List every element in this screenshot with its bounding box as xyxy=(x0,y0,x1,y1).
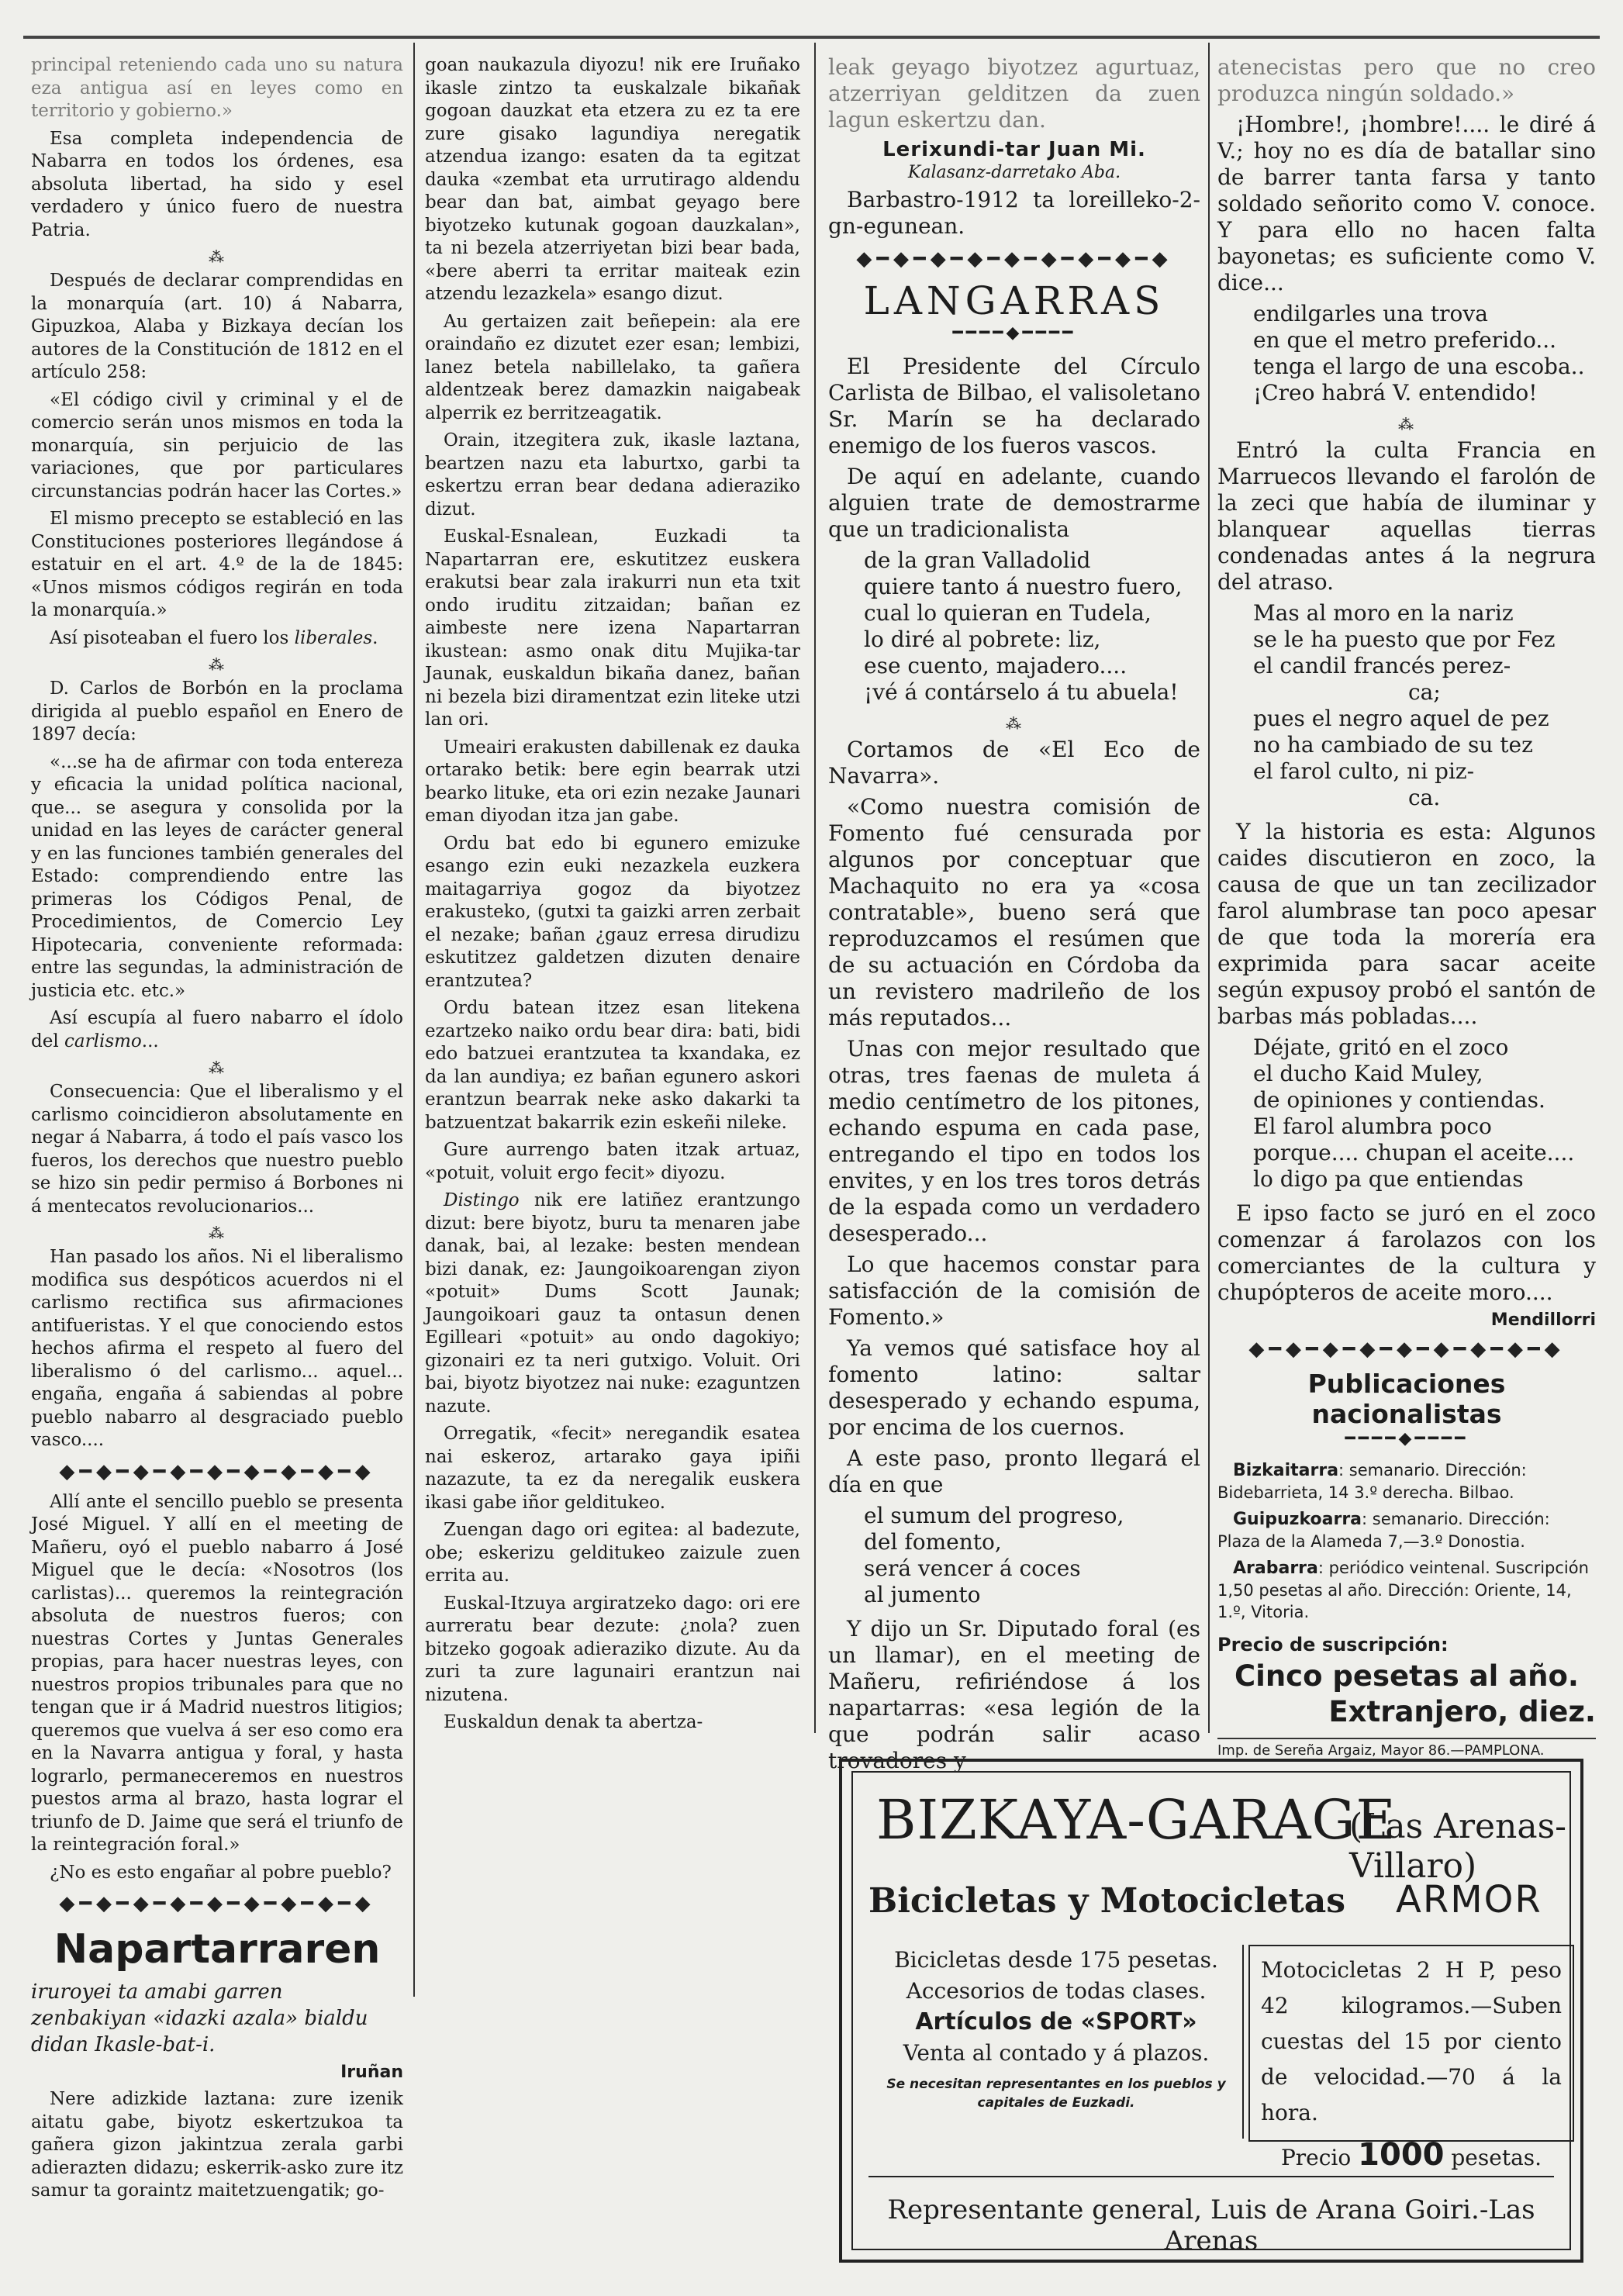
verse-line: quiere tanto á nuestro fuero, xyxy=(864,574,1183,599)
ornament-rule: ◆━◆━◆━◆━◆━◆━◆━◆━◆ xyxy=(59,1459,375,1483)
verse-line: lo diré al pobrete: liz, xyxy=(864,627,1101,652)
ad-accessories: Accesorios de todas clases. xyxy=(906,1978,1207,2004)
ad-price-value: 1000 xyxy=(1358,2137,1445,2173)
col1-para-6: D. Carlos de Borbón en la proclama dirigida al pueblo español en Enero de 1897 decía: xyxy=(31,678,403,744)
verse-line: el ducho Kaid Muley, xyxy=(1253,1061,1483,1086)
advertisement-bizkaya-garage xyxy=(839,1759,1583,2263)
publication-entry xyxy=(1217,1459,1596,1504)
col4-para-0: atenecistas pero que no creo produzca ningún soldado.» xyxy=(1217,54,1596,106)
ad-brand: ARMOR xyxy=(1396,1878,1542,1921)
verse-3 xyxy=(1217,1034,1596,1193)
col1-para-1: Esa completa independencia de Nabarra en todos los órdenes, esa absoluta libertad, ha sido y esel verdadero y único fuero de nuestra Patria. xyxy=(31,128,403,240)
col1-para-11: Allí ante el sencillo pueblo se presenta José Miguel. Y allí en el meeting de Mañeru, oyó el pueblo nabarro á José Miguel que le decía: «Nosotros (los carlistas)... queremos la reintegración absoluta de nuestros fueros; con nuestras Cortes y Juntas Generales propias, para hacer nuestras leyes, con nuestros propios tribunales para que no tengan que ir á Madrid nuestros litigios; queremos que vuelva á ser eso como era en la Navarra antigua y foral, y hasta lograrlo, permaneceremos en nuestros puestos arma al brazo, hasta lograr el triunfo de D. Jaime que será el triunfo de la reintegración foral.» xyxy=(31,1491,403,1855)
ad-divider xyxy=(1242,1945,1244,2139)
column-1 xyxy=(31,54,403,2287)
publication-details: : semanario. Dirección: Plaza de la Alameda 7,—3.º Donostia. xyxy=(1217,1510,1550,1551)
section-heading-langarras: LANGARRAS xyxy=(863,278,1165,323)
col2-para-3: Euskal-Esnalean, Euzkadi ta Napartarran ere, eskutitzez euskera erakutsi bear zala irakurri nun eta txit ondo iruditu zitzaidan; bañan ez aimbeste nere izena Napartarran ikustean: asmo onak ditu Mujika-tar Jaunak, euskaldun bikaña danez, bañan ni bezela bizi diramentzat ezin liteke utzi lan ori. xyxy=(425,527,800,730)
column-divider-3 xyxy=(1208,43,1210,1733)
ad-products: Bicicletas y Motocicletas xyxy=(868,1881,1346,1921)
col3-para-1: El Presidente del Círculo Carlista de Bilbao, el valisoletano Sr. Marín se ha declarado enemigo de los fueros vascos. xyxy=(828,354,1200,458)
verse-line: ¡Creo habrá V. entendido! xyxy=(1253,380,1538,406)
signature: Lerixundi-tar Juan Mi. xyxy=(882,138,1146,161)
col4-para-2: Entró la culta Francia en Marruecos llevando el farolón de la zeci que había de iluminar y blanquear aquellas tierras condenadas antes á la negrura del atraso. xyxy=(1217,437,1596,595)
ad-price-label: Precio xyxy=(1280,2145,1359,2170)
ad-price-unit: pesetas. xyxy=(1444,2145,1542,2170)
subscription-price-foreign: Extranjero, diez. xyxy=(1328,1695,1596,1728)
dateline: Barbastro-1912 ta loreilleko-2-gn-egunean. xyxy=(828,187,1200,239)
col2-para-1: Au gertaizen zait beñepein: ala ere oraindaño ez dizutet ezer esan; lembizi, lanez betela nabillelako, ta gañera aldentzeak berez damazkin naigabeak alperrik ez berritzeagatik. xyxy=(425,311,800,423)
column-2 xyxy=(425,54,800,2287)
col1-para-0: principal reteniendo cada uno su natura eza antigua así en leyes como en territorio y gobierno.» xyxy=(31,55,403,121)
ad-motorcycles-box xyxy=(1248,1945,1574,2173)
verse-line: ese cuento, majadero.... xyxy=(864,653,1127,678)
verse-line: ca. xyxy=(1408,785,1441,810)
col2-para-9: Orregatik, «fecit» neregandik esatea nai eskeroz, artarako gaya ipiñi nazazute, ta ez da neregalik euskera ikasi gabe iñor gelditukeo. xyxy=(425,1424,800,1513)
section-heading-napartarraren: Napartarraren xyxy=(54,1926,381,1973)
col2-para-5: Ordu bat edo bi egunero emizuke esango ezin euki nezazkela euzkera maitagarriya gogoz da biyotzez erakusteko, (gutxi ta gaizki arren zerbait el nezake; bañan ¿gauz erresa dirudizu eskutitzez galdetzen dizuten denaire erantzutea? xyxy=(425,833,800,991)
col2-para-4: Umeairi erakusten dabillenak ez dauka ortarako betik: bere egin bearrak utzi bearko lituke, eta ori ezin nezake Jaunari eman diyodan itza jan gabe. xyxy=(425,737,800,826)
col1-para-8: Así escupía al fuero nabarro el ídolo del carlismo... xyxy=(31,1008,403,1051)
verse-line: será vencer á coces xyxy=(864,1555,1081,1581)
verse-1 xyxy=(1217,301,1596,406)
col3-para-6: Lo que hacemos constar para satisfacción de la comisión de Fomento.» xyxy=(828,1252,1200,1330)
col3-para-2: De aquí en adelante, cuando alguien trate de demostrarme que un tradicionalista xyxy=(828,464,1200,542)
section-subtitle: iruroyei ta amabi garren zenbakiyan «idazki azala» bialdu didan Ikasle-bat-i. xyxy=(31,1980,368,2056)
ad-representatives-wanted: Se necesitan representantes en los pueblos y capitales de Euzkadi. xyxy=(886,2077,1226,2111)
dateline-place: Iruñan xyxy=(340,2063,403,2082)
col1-para-2: Después de declarar comprendidas en la monarquía (art. 10) á Nabarra, Gipuzkoa, Alaba y Bizkaya decían los autores de la Constitución de 1812 en el artículo 258: xyxy=(31,271,403,382)
verse-line: porque.... chupan el aceite.... lo digo pa que entiendas xyxy=(1253,1140,1575,1192)
col1-para-3: «El código civil y criminal y el de comercio serán unos mismos en toda la monarquía, sin perjuicio de las variaciones, que por particulares circunstancias podrán hacer las Cortes.» xyxy=(31,389,403,502)
ad-title: BIZKAYA-GARAGE xyxy=(876,1788,1397,1852)
verse-line: del fomento, xyxy=(864,1529,1002,1555)
verse-1 xyxy=(828,547,1200,706)
verse-line: de la gran Valladolid xyxy=(864,547,1091,573)
verse-line: ca; xyxy=(1408,679,1441,705)
verse-line: el candil francés perez- xyxy=(1253,653,1511,678)
publication-name: Arabarra xyxy=(1233,1559,1318,1578)
signature-subtitle: Kalasanz-darretako Aba. xyxy=(907,163,1121,182)
verse-line: Mas al moro en la nariz xyxy=(1253,600,1514,626)
col3-para-0: leak geyago biyotzez agurtuaz, atzerriyan gelditzen da zuen lagun eskertzu dan. xyxy=(828,54,1200,133)
verse-line: ¡vé á contárselo á tu abuela! xyxy=(864,679,1179,705)
verse-line: el farol culto, ni piz- xyxy=(1253,758,1475,784)
publication-details: : periódico veintenal. Suscripción 1,50 pesetas al año. Dirección: Oriente, 14, 1.º, Vitoria. xyxy=(1217,1559,1589,1621)
ad-bicycles-box xyxy=(870,1945,1242,2139)
section-heading-publicaciones: Publicaciones nacionalistas xyxy=(1307,1369,1506,1429)
col1-para-9: Consecuencia: Que el liberalismo y el carlismo coincidieron absolutamente en negar á Nabarra, á todo el país vasco los fueros, los derechos que nuestro pueblo se hizo sin pedir permiso á Borbones ni á mentecatos revolucionarios... xyxy=(31,1082,403,1217)
col3-para-8: A este paso, pronto llegará el día en que xyxy=(828,1445,1200,1497)
col1-para-8-em: carlismo xyxy=(64,1031,142,1051)
col1-para-12: ¿No es esto engañar al pobre pueblo? xyxy=(50,1862,392,1883)
col2-para-11: Euskal-Itzuya argiratzeko dago: ori ere aurreratu bear dezute: ¿nola? zuen bitzeko gogoak adieraziko dizute. Au da zuri ta zure lagunairi erantzun nai nizutena. xyxy=(425,1593,800,1705)
verse-line: El farol alumbra poco xyxy=(1253,1113,1492,1139)
col1-para-7: «...se ha de afirmar con toda entereza y eficacia la unidad política nacional, que... se asegura y consolida por la unidad en las leyes de carácter general y en las funciones también generales del Estado: comprendiendo entre las primeras los Códigos Penal, de Procedimientos, de Comercio Ley Hipotecaria, conveniente reformada: entre las segundas, la administración de justicia etc. etc.» xyxy=(31,751,403,1001)
col4-para-3: Y la historia es esta: Algunos caides discutieron en zoco, la causa de que un tan zecilizador farol alumbrase tan poco apesar de que toda la morería era exprimida para sacar aceite según expusoy probó el santón de barbas más pobladas.... xyxy=(1217,819,1596,1029)
asterism: ⁂ xyxy=(209,1058,226,1077)
publication-entry xyxy=(1217,1508,1596,1552)
col2-para-8-em: Distingo xyxy=(444,1190,520,1210)
ad-inner-frame xyxy=(851,1771,1571,2256)
column-3 xyxy=(828,54,1200,1773)
asterism: ⁂ xyxy=(209,247,226,266)
verse-line: al jumento xyxy=(864,1582,981,1607)
col2-para-6: Ordu batean itzez esan litekena ezartzeko naiko ordu bear dira: bati, bidi edo batzuei erantzutea ta kxandaka, ez da lan aundiya; ez bañan egunero askori erantzun bearrak neke asko dakarki ta batzuentzat bakarrik ezin eskeñi nileke. xyxy=(425,998,800,1133)
column-4 xyxy=(1217,54,1596,1759)
ornament-rule: ◆━◆━◆━◆━◆━◆━◆━◆━◆ xyxy=(59,1892,375,1915)
col3-para-5: Unas con mejor resultado que otras, tres faenas de muleta á medio centímetro de los pitones, echando espuma en cada pase, entregando el tipo en todos los envites, y en los tres toros detrás de la espada como un verdadero desesperado... xyxy=(828,1036,1200,1246)
col4-para-1: ¡Hombre!, ¡hombre!.... le diré á V.; hoy no es día de batallar sino de barrer tanta farsa y tanto soldado señorito como V. conoce. Y para ello no hacen falta bayonetas; es suficiente como V. dice... xyxy=(1217,112,1596,295)
subscription-price-label: Precio de suscripción: xyxy=(1217,1634,1449,1656)
col1-para-5: Así pisoteaban el fuero los liberales. xyxy=(50,627,378,648)
col2-para-0: goan naukazula diyozu! nik ere Iruñako ikasle zintzo ta euskalzale bikañak gogoan dauzkat eta etzera zu ez ta ere zure gisako lagundiya neregatik atzendua izango: esaten da ta egitzat dauka «zembat eta urrutirago aldendu bear dan bat, aimbat geyago bere biyotzeko kutunak gogoan dauzkalan», ta ni bezela atzerriyetan bizi bear bada, «bere aberri ta erritar maiteak ezin atzendu lezazkela» esango dizut. xyxy=(425,55,800,304)
col3-para-3: Cortamos de «El Eco de Navarra». xyxy=(828,737,1200,789)
asterism: ⁂ xyxy=(1398,415,1415,433)
col1-para-8-text: Así escupía al fuero nabarro el ídolo del xyxy=(31,1008,403,1051)
publication-name: Bizkaitarra xyxy=(1233,1461,1339,1480)
ad-payment-terms: Venta al contado y á plazos. xyxy=(903,2040,1210,2066)
verse-line: cual lo quieran en Tudela, xyxy=(864,600,1152,626)
col1-para-4: El mismo precepto se estableció en las Constituciones posteriores llegándose á estatuir en el art. 4.º de la de 1845: «Unos mismos códigos regirán en toda la monarquía.» xyxy=(31,509,403,620)
publication-entry xyxy=(1217,1557,1596,1623)
col2-para-10: Zuengan dago ori egitea: al badezute, obe; eskerizu gelditukeo zaizule zuen errita au. xyxy=(425,1520,800,1586)
col3-para-9: Y dijo un Sr. Diputado foral (es un llamar), en el meeting de Mañeru, refiriéndose á los napartarras: «esa legión de la que podrán salir acaso trovadores y xyxy=(828,1616,1200,1773)
col3-para-4: «Como nuestra comisión de Fomento fué censurada por algunos por conceptuar que Machaquito no era ya «cosa contratable», bueno será que reproduzcamos el resúmen que de su actuación en Córdoba da un revistero madrileño de los más reputados... xyxy=(828,794,1200,1031)
heading-rule: ━━━━◆━━━━ xyxy=(952,323,1076,343)
column-divider-2 xyxy=(814,43,816,1733)
col2-para-2: Orain, itzegitera zuk, ikasle laztana, beartzen nazu eta laburtxo, garbi ta eskertzu erran bear dedana adieraziko dizut. xyxy=(425,430,800,520)
col3-para-7: Ya vemos qué satisface hoy al fomento latino: saltar desesperado y echando espuma, por encima de los cuernos. xyxy=(828,1335,1200,1440)
asterism: ⁂ xyxy=(209,655,226,674)
col1-para-10: Han pasado los años. Ni el liberalismo modifica sus despóticos acuerdos ni el carlismo rectifica sus afirmaciones antifueristas. Y el que conociendo estos hechos afirma el respeto al fuero del liberalismo ó del carlismo... aquel... engaña, engaña á sabiendas al pobre pueblo nabarro al desgraciado pueblo vasco.... xyxy=(31,1247,403,1450)
col2-para-12: Euskaldun denak ta abertza- xyxy=(444,1712,703,1732)
ornament-rule: ◆━◆━◆━◆━◆━◆━◆━◆━◆ xyxy=(1248,1338,1565,1361)
col1-para-13: Nere adizkide laztana: zure izenik aitatu gabe, biyotz eskertzukoa ta gañera gizon jakintzua zerala garbi adierazten didazu; eskerrik-asko zure itz samur ta goraintz maitetzuengatik; go- xyxy=(31,2089,403,2201)
verse-line: no ha cambiado de su tez xyxy=(1253,732,1533,758)
verse-line: pues el negro aquel de pez xyxy=(1253,706,1549,731)
col2-para-8-text: nik ere latiñez erantzungo dizut: bere biyotz, buru ta menaren jabe danak, bai, al lezake: besten mendean bizi danak, ez: Jaungoikoarengan ziyon «potuit» Dums Scott Jaunak; Jaungoikoari gauz ta ontasun denen Egilleari «potuit» au ondo dagokiyo; gizonairi ez ta neri gutxigo. Voluit. Ori bai, biyotz biyotzez nai nuke: ezaguntzen nazute. xyxy=(425,1190,800,1417)
ad-bicycle-price: Bicicletas desde 175 pesetas. xyxy=(894,1947,1218,1973)
verse-line: endilgarles una trova xyxy=(1253,301,1488,326)
verse-2 xyxy=(828,1503,1200,1608)
ad-general-representative: Representante general, Luis de Arana Goiri.-Las Arenas xyxy=(868,2176,1554,2256)
ad-title-location: (Las Arenas-Villaro) xyxy=(1349,1807,1567,1886)
col2-para-8 xyxy=(425,1189,800,1418)
verse-line: se le ha puesto que por Fez xyxy=(1253,627,1556,652)
publication-details: : semanario. Dirección: Bidebarrieta, 14 3.º derecha. Bilbao. xyxy=(1217,1461,1527,1502)
ad-sport-articles: Artículos de «SPORT» xyxy=(915,2008,1197,2035)
column-divider-1 xyxy=(413,43,415,1997)
asterism: ⁂ xyxy=(1006,714,1023,733)
subscription-price-domestic: Cinco pesetas al año. xyxy=(1235,1659,1579,1693)
printer-imprint: Imp. de Sereña Argaiz, Mayor 86.—PAMPLONA. xyxy=(1217,1738,1596,1759)
ad-motorcycle-specs: Motocicletas 2 H P, peso 42 kilogramos.—Suben cuestas del 15 por ciento de velocidad.—70 á la hora. xyxy=(1261,1957,1562,2125)
top-rule xyxy=(23,36,1600,39)
verse-line: Déjate, gritó en el zoco xyxy=(1253,1034,1509,1060)
verse-line: tenga el largo de una escoba.. xyxy=(1253,354,1585,379)
col1-para-5-em: liberales xyxy=(294,627,373,648)
verse-line: el sumum del progreso, xyxy=(864,1503,1124,1528)
verse-line: de opiniones y contiendas. xyxy=(1253,1087,1545,1113)
asterism: ⁂ xyxy=(209,1224,226,1242)
col2-para-7: Gure aurrengo baten itzak artuaz, «potuit, voluit ergo fecit» diyozu. xyxy=(425,1140,800,1183)
signature: Mendillorri xyxy=(1490,1310,1596,1330)
col1-para-5-text: Así pisoteaban el fuero los xyxy=(50,627,295,648)
verse-line: en que el metro preferido... xyxy=(1253,327,1557,353)
verse-2 xyxy=(1217,600,1596,811)
heading-rule: ━━━━◆━━━━ xyxy=(1345,1429,1469,1448)
ornament-rule: ◆━◆━◆━◆━◆━◆━◆━◆━◆ xyxy=(856,247,1172,271)
col4-para-4: E ipso facto se juró en el zoco comenzar á farolazos con los comerciantes de la cultura y chupópteros de aceite moro.... xyxy=(1217,1200,1596,1305)
publication-name: Guipuzkoarra xyxy=(1233,1510,1362,1529)
